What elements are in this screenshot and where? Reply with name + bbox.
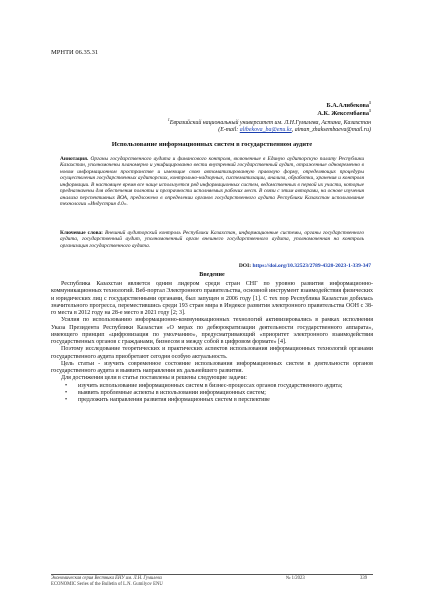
intro-paragraph-1: Республика Казахстан является одним лидером среди стран СНГ по уровню развития информационно-коммуникационных технологий. Веб-портал Электронного правительства, основной инструмент взаимодействия физических и юридических лиц с государственными органами, был запущен в 2006 году [1]. С тех пор Республика Казахстан добилась значительного прогресса, переместившись среди 193 стран мира в Индексе развития электронного правительства ООН с 38-го места в 2012 году на 28-е место в 2021 году [2; 3]. [51,281,373,316]
abstract-text: Органы государственного аудита и финансового контроля, включенные в Единую аудиторскую палату Республики Казахстан, уполномочены планомерно и унифицированно вести внутренний государственный аудит, отраженные одновременно в новом информационном пространстве и имеющие свою автоматизированную правовую форму, определяющих процедуры осуществления государственных аудиторских, контрольно-надзорных, систематизации, анализа, обработки, хранения и контроля информации. В настоящее время все чаще используется ряд информационных систем, ведомственных в первой их участи, которые предназначены для обеспечения полноты и прозрачности исполняемых рабочих мест. В связи с этим авторами, на основе изучения анализа перспективных ВОА, предложено в определении органов государственного аудита Республики Казахстан использование технологии «Индустрия 4.0». [60,156,364,208]
intro-paragraph-2: Усилия по использованию информационно-коммуникационных технологий активизировались в рамках исполнения Указа Президента Республики Казахстан «О мерах по дебюрократизации деятельности государственного аппарата», имеющего принцип «цифровизация по умолчанию», предусматривающий «приоритет электронного взаимодействия государственных органов с гражданами, бизнесом и между собой в цифровом формате» [4]. [51,317,373,345]
intro-paragraph-5: Для достижения цели в статье поставлены и решены следующие задачи: [61,375,247,382]
intro-body [51,281,373,404]
list-item-text: изучить использование информационных систем в бизнес-процессах органов государственного аудита; [78,382,343,389]
bullet-icon: • [65,382,68,389]
list-item-text: выявить проблемные аспекты в использовании информационных систем; [78,389,266,396]
bullet-icon: • [65,389,68,396]
author-2-name: А.К. Жексембаева [317,110,369,118]
affiliation-org: Евразийский национальный университет им. Л.Н.Гумилева, Астана, Казахстан [169,119,371,126]
intro-heading: Введение [199,272,225,278]
intro-paragraph-3: Поэтому исследование теоретических и практических аспектов использования информационных технологий органами государственного аудита приобретают сегодня особую актуальность. [51,346,373,360]
list-item [51,383,373,390]
abstract-label: Аннотация. [60,156,89,162]
email-2: aiman_zhaksembaeva@mail.ru [294,127,370,134]
email-separator: , [291,127,295,134]
author-1-sup: 1 [369,100,371,105]
footer-divider [51,574,373,575]
email-suffix: ) [369,127,371,134]
article-title: Использование информационных систем в государственном аудите [111,141,313,148]
footer-journal-ru: Экономическая серия Вестника ЕНУ им. Л.Н. Гумилева [51,576,162,581]
abstract [60,156,364,208]
footer-journal-en: ECONOMIC Series of the Bulletin of L.N. Gumilyov ENU [51,582,163,587]
email-prefix: (E-mail: [218,127,240,134]
tasks-list [51,383,373,405]
intro-paragraph-4: Цель статьи - изучить современное состояние использования информационных систем в деятельности органов государственного аудита и выявить направления их дальнейшего развития. [51,360,373,374]
keywords-text: Внешний аудиторский контроль Республики Казахстан, информационные системы, органы государственного аудита, государственный аудит, уполномоченный орган внешнего государственного аудита, уполномоченная на контроль организация государственного аудита. [60,230,364,249]
footer-issue: № 1/2023 [286,576,305,581]
list-item [51,397,373,404]
affiliation-sup: 1 [167,117,170,122]
doi [239,263,371,269]
page-number: 339 [360,576,368,581]
keywords [60,230,364,249]
doi-link[interactable]: https://doi.org/10.32523/2789-4320-2023-1-339-347 [252,263,371,269]
doi-label: DOI: [238,263,253,269]
keywords-label: Ключевые слова: [60,230,103,236]
list-item-text: предложить направления развития информационных систем в перспективе [78,397,270,403]
list-item [51,390,373,397]
author-2-sup: 1 [369,108,371,113]
email-link-1[interactable]: alibekova_ba@enu.kz [239,127,292,134]
affiliation [168,116,371,135]
udk-code: МРНТИ 06.35.31 [51,49,99,56]
bullet-icon: • [65,397,68,403]
author-1-name: Б.А.Алибекова [326,102,369,110]
